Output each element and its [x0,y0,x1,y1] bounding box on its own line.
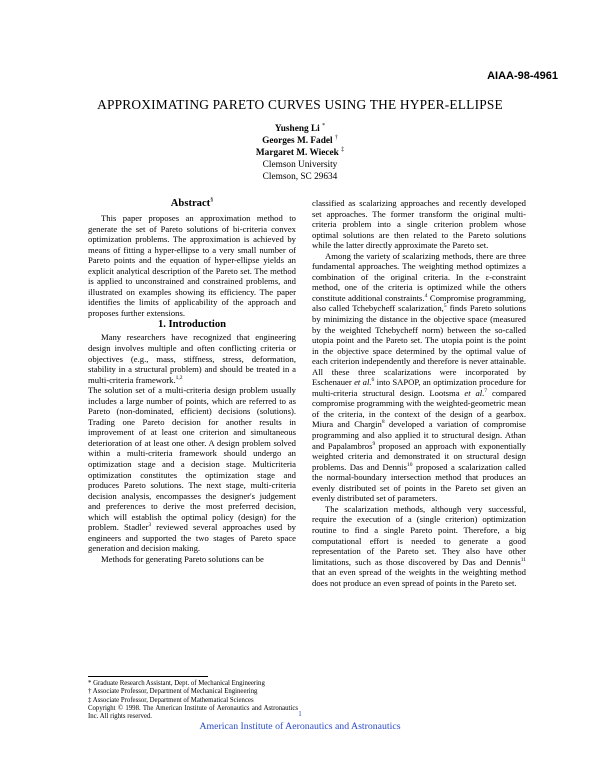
intro-paragraph-1 [88,332,296,385]
text-run: that an even spread of the weights in the weighting method does not produce an even spread of points in the Pareto set. [312,567,526,588]
author-name: Yusheng Li [274,124,320,134]
author-mark: * [322,122,326,129]
text-run: Among the variety of scalarizing methods, there are three fundamental approaches. The weighting method optimizes a combination of the original criteria. In the ε-constraint method, one of the criteria is optimized while the others constitute additional constraints. [312,250,526,303]
author-2 [0,136,600,148]
right-paragraph-2 [312,251,526,504]
report-number: AIAA-98-4961 [487,70,558,82]
text-run: developed a variation of compromise programming and also applied it to structural design. Athan and Papalambros [312,419,526,451]
citation: 5 [443,303,447,310]
citation: 6 [371,377,375,384]
abstract-heading [88,198,296,209]
citation: 8 [381,419,385,426]
intro-p1-text: Many researchers have recognized that engineering design involves multiple and often conflicting criteria or objectives (e.g., mass, stiffness, stress, deformation, stability in a structural problem) and should be treated in a multi-criteria framework. [88,332,296,385]
intro-p2-text: The solution set of a multi-criteria design problem usually includes a large number of points, which are referred to as Pareto (non-dominated, efficient) decisions (solutions). Trading one Pareto decision for another results in improvement of at least one criterion and simultaneous deterioration of at least one other. A design problem solved within a multi-criteria framework should undergo an optimization stage and a decision stage. Multicriteria optimization constitutes the optimization stage and produces Pareto solutions. The next stage, multi-criteria decision analysis, encompasses the designer's judgement and preferences to derive the most preferred decision, which will establish the optimal policy (design) for the problem. Stadler [88,385,296,533]
affiliation-location: Clemson, SC 29634 [262,172,338,182]
text-run: into SAPOP, an optimization procedure for multi-criteria structural design. Lootsma [312,377,526,398]
introduction-heading: 1. Introduction [157,319,227,331]
text-run: finds Pareto solutions by minimizing the distance in the objective space (measured by the weighted Tchebycheff norm) between the so-called utopia point and the Pareto set. The utopia point is the point in the objective space determined by the optimal value of each criterion independently and therefore is never attainable. All these three scalarizations were incorporated by Eschenauer [312,303,526,388]
right-column [312,198,526,588]
et-al: et al. [354,377,372,388]
text-run: compared compromise programming with the weighted-geometric mean of the criteria, in the context of the design of a gearbox. Miura and Chargin [312,387,526,430]
author-mark: † [334,134,338,141]
citation: 10 [406,461,413,468]
left-column [88,213,296,565]
text-run: proposed a scalarization called the normal-boundary intersection method that produces an evenly distributed set of points in the Pareto set given an evenly distributed set of parameters. [312,461,526,504]
right-paragraph-1: classified as scalarizing approaches and recently developed set approaches. The former transform the original multi-criteria problem into a single criterion problem whose optimal solutions are then related to the Pareto solutions while the latter directly approximate the Pareto set. [312,198,526,251]
text-run: The scalarization methods, although very successful, require the execution of a (single criterion) optimization routine to find a single Pareto point. Therefore, a big computational effort is needed to generate a good representation of the Pareto set. They also have other limitations, such as those discovered by Das and Dennis [312,503,526,567]
footnote-2: † Associate Professor, Department of Mechanical Engineering [88,688,258,696]
paper-title: APPROXIMATING PARETO CURVES USING THE HYPER-ELLIPSE [97,97,503,112]
right-paragraph-3 [312,504,526,588]
citation: 3 [148,522,152,529]
affiliation-institution: Clemson University [262,160,338,170]
abstract-mark: § [210,197,214,204]
text-run: proposed an approach with exponentially weighted criteria and demonstrated it on structural design problems. Das and Dennis [312,440,526,472]
footnote-divider [88,676,208,677]
intro-p2-text-end: reviewed several approaches used by engineers and supported the two stages of Pareto space generation and decision making. [88,522,296,554]
intro-paragraph-3: Methods for generating Pareto solutions can be [101,553,264,564]
author-name: Margaret M. Wiecek [255,148,339,158]
text-run: Compromise programming, also called Tchebycheff scalarization, [312,292,526,314]
author-1 [0,124,600,136]
citation: 1,2 [175,374,183,381]
footnote-1: * Graduate Research Assistant, Dept. of Mechanical Engineering [88,680,265,687]
citation: 11 [520,556,526,563]
footnote-3: ‡ Associate Professor, Department of Mathematical Sciences [88,696,254,704]
abstract-heading-text: Abstract [170,198,211,209]
citation: 4 [424,293,428,300]
citation: 9 [372,440,376,447]
abstract-text: This paper proposes an approximation method to generate the set of Pareto solutions of bi-criteria convex optimization problems. The approximation is achieved by means of fitting a hyper-ellipse to a very small number of Pareto points and the equation of hyper-ellipse yields an explicit analytical description of the Pareto set. The method is applied to unconstrained and constrained problems, and illustrated on examples showing its efficiency. The paper identifies the limits of applicability of the approach and proposes further extensions. [88,213,296,318]
copyright-notice: Copyright © 1998. The American Institute of Aeronautics and Astronautics Inc. All rights reserved. [88,704,298,721]
footer-organization: American Institute of Aeronautics and Astronautics [199,721,401,732]
author-3 [0,148,600,160]
citation: 7 [484,387,488,394]
page-number: 1 [298,710,302,718]
intro-paragraph-2 [88,385,296,554]
author-name: Georges M. Fadel [262,136,333,146]
et-al: et al. [464,387,485,398]
author-mark: ‡ [341,146,345,153]
